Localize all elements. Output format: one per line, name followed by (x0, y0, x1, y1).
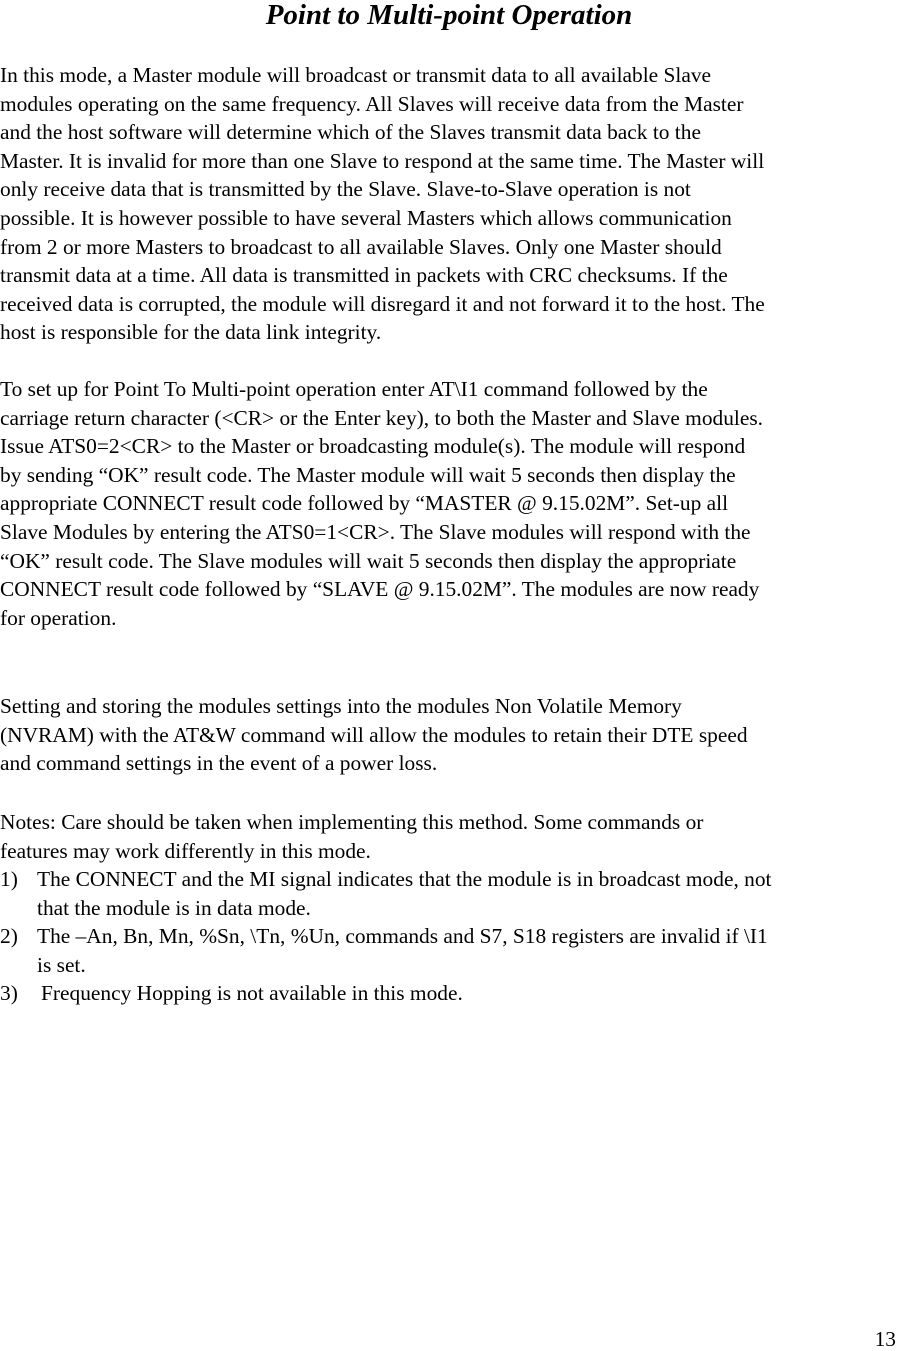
text-line: CONNECT result code followed by “SLAVE @ 9.15.02M”. The modules are now ready (0, 577, 760, 602)
note-item (0, 922, 898, 979)
text-line: To set up for Point To Multi-point operation enter AT\I1 command followed by the (0, 377, 708, 401)
text-line: possible. It is however possible to have several Masters which allows communication (0, 205, 732, 230)
text-line: Setting and storing the modules settings into the modules Non Volatile Memory (0, 694, 682, 718)
text-line: In this mode, a Master module will broadcast or transmit data to all available Slave (0, 63, 712, 87)
note-number: 2) (0, 924, 18, 949)
text-line: transmit data at a time. All data is transmitted in packets with CRC checksums. If the (0, 263, 728, 288)
notes-intro (0, 808, 898, 865)
text-line: only receive data that is transmitted by the Slave. Slave-to-Slave operation is not (0, 177, 691, 202)
text-line: received data is corrupted, the module will disregard it and not forward it to the host. The (0, 291, 765, 316)
text-line: from 2 or more Masters to broadcast to all available Slaves. Only one Master should (0, 234, 722, 259)
text-line: The CONNECT and the MI signal indicates that the module is in broadcast mode, not (37, 867, 772, 891)
text-line: carriage return character (<CR> or the Enter key), to both the Master and Slave modules. (0, 405, 764, 430)
text-line: by sending “OK” result code. The Master module will wait 5 seconds then display the (0, 462, 736, 487)
paragraph-nvram (0, 692, 898, 778)
text-line: for operation. (0, 605, 117, 630)
note-number: 1) (0, 867, 18, 891)
note-item (0, 979, 898, 1008)
page-number: 13 (874, 1327, 896, 1351)
text-line: Frequency Hopping is not available in this mode. (41, 981, 463, 1006)
text-line: (NVRAM) with the AT&W command will allow the modules to retain their DTE speed (0, 722, 748, 747)
text-line: host is responsible for the data link integrity. (0, 320, 382, 345)
note-item (0, 865, 898, 922)
text-line: that the module is in data mode. (37, 895, 311, 920)
text-line: features may work differently in this mode. (0, 838, 371, 863)
page-title: Point to Multi-point Operation (265, 0, 633, 31)
text-line: Issue ATS0=2<CR> to the Master or broadcasting module(s). The module will respond (0, 434, 746, 459)
text-line: The –An, Bn, Mn, %Sn, \Tn, %Un, commands and S7, S18 registers are invalid if \I1 (37, 924, 768, 949)
note-number: 3) (0, 981, 18, 1006)
text-line: “OK” result code. The Slave modules will wait 5 seconds then display the appropriate (0, 548, 737, 573)
paragraph-setup-instructions (0, 375, 898, 632)
text-line: Master. It is invalid for more than one Slave to respond at the same time. The Master will (0, 148, 765, 173)
text-line: modules operating on the same frequency. All Slaves will receive data from the Master (0, 91, 744, 116)
text-line: and command settings in the event of a power loss. (0, 751, 438, 776)
paragraph-broadcast-mode (0, 61, 898, 347)
text-line: and the host software will determine which of the Slaves transmit data back to the (0, 120, 701, 145)
text-line: is set. (37, 952, 86, 977)
text-line: Slave Modules by entering the ATS0=1<CR>. The Slave modules will respond with the (0, 519, 751, 544)
text-line: Notes: Care should be taken when implementing this method. Some commands or (0, 810, 704, 834)
notes-list (0, 865, 898, 1008)
text-line: appropriate CONNECT result code followed by “MASTER @ 9.15.02M”. Set-up all (0, 491, 729, 516)
